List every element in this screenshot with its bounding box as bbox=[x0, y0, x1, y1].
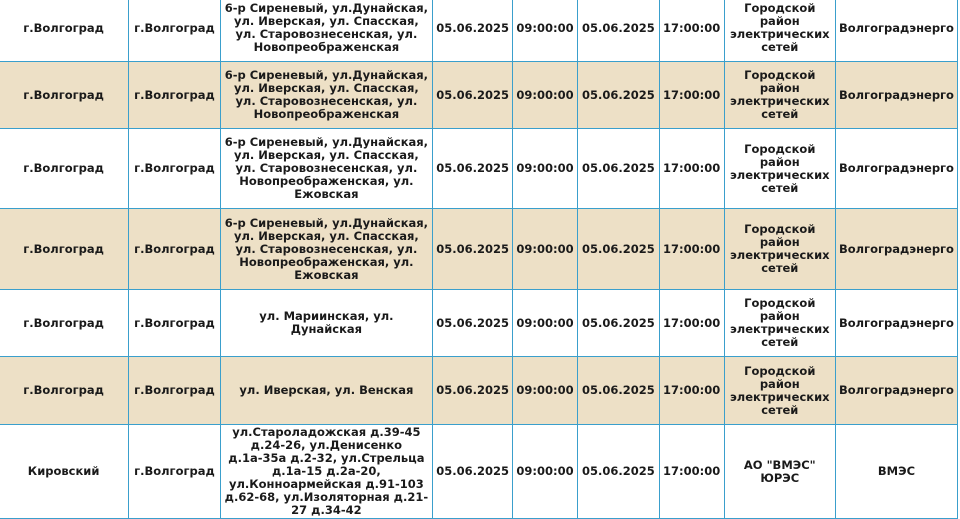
start-time-cell: 09:00:00 bbox=[513, 129, 578, 209]
unit-cell: Городской район электрических сетей bbox=[724, 357, 835, 425]
start-time-cell: 09:00:00 bbox=[513, 290, 578, 357]
start-date-cell: 05.06.2025 bbox=[433, 425, 513, 519]
end-time-cell: 17:00:00 bbox=[659, 62, 724, 129]
org-cell: ВМЭС bbox=[835, 425, 957, 519]
org-cell: Волгоградэнерго bbox=[835, 357, 957, 425]
address-cell: 6-р Сиреневый, ул.Дунайская, ул. Иверская, ул. Спасская, ул. Старовознесенская, ул. Новопреображенская, ул. Ежовская bbox=[220, 129, 432, 209]
start-time-cell: 09:00:00 bbox=[513, 209, 578, 290]
district-cell: г.Волгоград bbox=[0, 129, 129, 209]
start-date-cell: 05.06.2025 bbox=[433, 357, 513, 425]
end-time-cell: 17:00:00 bbox=[659, 357, 724, 425]
city-cell: г.Волгоград bbox=[129, 357, 220, 425]
table-row bbox=[0, 129, 958, 209]
table-row bbox=[0, 0, 958, 62]
district-cell: г.Волгоград bbox=[0, 357, 129, 425]
end-date-cell: 05.06.2025 bbox=[577, 357, 659, 425]
start-time-cell: 09:00:00 bbox=[513, 425, 578, 519]
start-date-cell: 05.06.2025 bbox=[433, 290, 513, 357]
end-date-cell: 05.06.2025 bbox=[577, 290, 659, 357]
address-cell: 6-р Сиреневый, ул.Дунайская, ул. Иверская, ул. Спасская, ул. Старовознесенская, ул. Новопреображенская bbox=[220, 0, 432, 62]
district-cell: г.Волгоград bbox=[0, 62, 129, 129]
unit-cell: Городской район электрических сетей bbox=[724, 290, 835, 357]
end-time-cell: 17:00:00 bbox=[659, 290, 724, 357]
unit-cell: Городской район электрических сетей bbox=[724, 0, 835, 62]
start-time-cell: 09:00:00 bbox=[513, 62, 578, 129]
end-time-cell: 17:00:00 bbox=[659, 129, 724, 209]
city-cell: г.Волгоград bbox=[129, 290, 220, 357]
start-time-cell: 09:00:00 bbox=[513, 0, 578, 62]
start-date-cell: 05.06.2025 bbox=[433, 209, 513, 290]
table-row bbox=[0, 357, 958, 425]
start-date-cell: 05.06.2025 bbox=[433, 62, 513, 129]
address-cell: ул.Староладожская д.39-45 д.24-26, ул.Денисенко д.1а-35а д.2-32, ул.Стрельца д.1а-15 д.2а-20, ул.Конноармейская д.91-103 д.62-68, ул.Изоляторная д.21-27 д.34-42 bbox=[220, 425, 432, 519]
end-time-cell: 17:00:00 bbox=[659, 0, 724, 62]
district-cell: г.Волгоград bbox=[0, 209, 129, 290]
city-cell: г.Волгоград bbox=[129, 62, 220, 129]
org-cell: Волгоградэнерго bbox=[835, 129, 957, 209]
org-cell: Волгоградэнерго bbox=[835, 209, 957, 290]
end-date-cell: 05.06.2025 bbox=[577, 425, 659, 519]
end-date-cell: 05.06.2025 bbox=[577, 209, 659, 290]
address-cell: 6-р Сиреневый, ул.Дунайская, ул. Иверская, ул. Спасская, ул. Старовознесенская, ул. Новопреображенская, ул. Ежовская bbox=[220, 209, 432, 290]
table-row bbox=[0, 290, 958, 357]
address-cell: ул. Иверская, ул. Венская bbox=[220, 357, 432, 425]
start-date-cell: 05.06.2025 bbox=[433, 0, 513, 62]
start-time-cell: 09:00:00 bbox=[513, 357, 578, 425]
end-date-cell: 05.06.2025 bbox=[577, 62, 659, 129]
table-row bbox=[0, 209, 958, 290]
address-cell: 6-р Сиреневый, ул.Дунайская, ул. Иверская, ул. Спасская, ул. Старовознесенская, ул. Новопреображенская bbox=[220, 62, 432, 129]
unit-cell: Городской район электрических сетей bbox=[724, 209, 835, 290]
org-cell: Волгоградэнерго bbox=[835, 0, 957, 62]
unit-cell: Городской район электрических сетей bbox=[724, 129, 835, 209]
table-row bbox=[0, 425, 958, 519]
org-cell: Волгоградэнерго bbox=[835, 290, 957, 357]
end-time-cell: 17:00:00 bbox=[659, 209, 724, 290]
city-cell: г.Волгоград bbox=[129, 425, 220, 519]
table-row bbox=[0, 62, 958, 129]
end-date-cell: 05.06.2025 bbox=[577, 129, 659, 209]
start-date-cell: 05.06.2025 bbox=[433, 129, 513, 209]
city-cell: г.Волгоград bbox=[129, 129, 220, 209]
address-cell: ул. Мариинская, ул. Дунайская bbox=[220, 290, 432, 357]
end-date-cell: 05.06.2025 bbox=[577, 0, 659, 62]
district-cell: г.Волгоград bbox=[0, 290, 129, 357]
end-time-cell: 17:00:00 bbox=[659, 425, 724, 519]
unit-cell: АО "ВМЭС" ЮРЭС bbox=[724, 425, 835, 519]
district-cell: Кировский bbox=[0, 425, 129, 519]
unit-cell: Городской район электрических сетей bbox=[724, 62, 835, 129]
city-cell: г.Волгоград bbox=[129, 209, 220, 290]
district-cell: г.Волгоград bbox=[0, 0, 129, 62]
city-cell: г.Волгоград bbox=[129, 0, 220, 62]
org-cell: Волгоградэнерго bbox=[835, 62, 957, 129]
